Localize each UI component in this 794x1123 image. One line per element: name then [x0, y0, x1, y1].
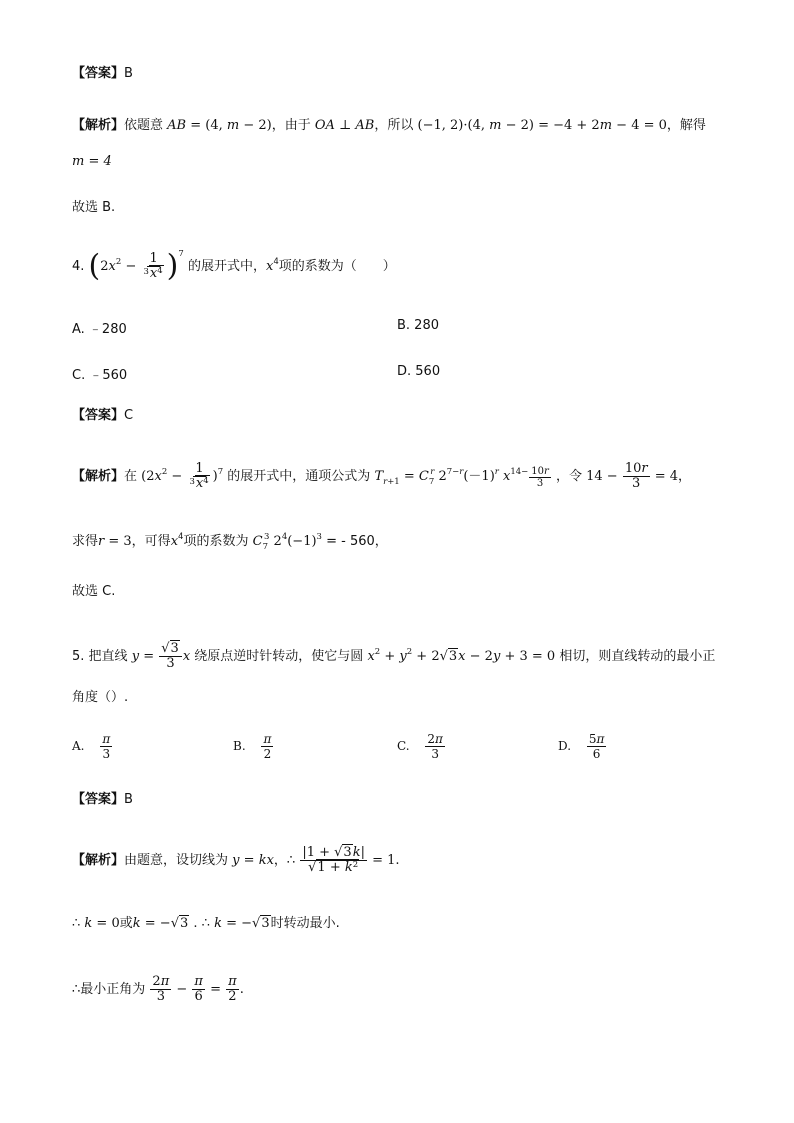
q5-min-angle: ∴最小正角为 $\frac{2\pi}{3}$ − $\frac{\pi}{6}$ = $\frac{\pi}{2}$ .	[72, 974, 244, 1004]
perp-condition: OA ⊥ AB	[314, 118, 375, 133]
q4-option-d: D. 560	[397, 364, 441, 379]
q5-answer: 【答案】B	[72, 792, 133, 807]
q4-conclusion: 故选 C.	[72, 584, 116, 599]
q4-option-c: C. ﹣560	[72, 368, 128, 383]
distance-eq: $\frac{|1 + √3k|}{√1 + k^2}$ = 1.	[302, 844, 400, 875]
q4-option-b: B. 280	[397, 318, 439, 333]
q3-conclusion: 故选 B.	[72, 200, 116, 215]
tangent-line: y = kx	[232, 853, 274, 868]
q5-stem: 5. 把直线 y = $\frac{√3}{3}$ x 绕原点逆时针转动，使它与圆 $x^2 + y^2 + 2√3x - 2y + 3 = 0$ 相切，则直线转动的最小正	[72, 641, 716, 671]
q3-m-result: m = 4	[72, 154, 112, 169]
q4-binomial: ($2x^2$ − $\frac{1}{^3x^4}$ )$^7$	[88, 248, 184, 284]
exponent-equation: 14 − $\frac{10r}{3}$ = 4，	[586, 461, 692, 491]
general-term-formula: $T_{r+1} = C_7^r$ $2^{7-r}(-1)^r$ $x^{14- \frac{10r}{3}}$	[374, 466, 549, 489]
q4-answer: 【答案】C	[72, 408, 134, 423]
q5-option-d: D. $\frac{5\pi}{6}$	[558, 732, 605, 761]
q5-option-b: B. $\frac{\pi}{2}$	[233, 732, 272, 761]
q4-stem: 4. ($2x^2$ − $\frac{1}{^3x^4}$ )$^7$ 的展开式中，$x^4$项的系数为（ ）	[72, 248, 396, 284]
q4-binomial-inline: ($2x^2$ − $\frac{1}{^3x^4}$ )$^7$	[141, 460, 224, 491]
circle-equation: $x^2 + y^2 + 2√3x - 2y + 3 = 0$	[367, 647, 556, 664]
q5-analysis: 【解析】由题意，设切线为 y = kx，∴ $\frac{|1 + √3k|}{√1 + k^2}$ = 1.	[72, 844, 400, 875]
dot-product-eq: (−1, 2)·(4, m − 2) = −4 + 2m − 4 = 0	[417, 118, 667, 133]
q3-answer: 【答案】B	[72, 66, 133, 81]
q5-stem-cont: 角度（）.	[72, 690, 129, 705]
q4-analysis: 【解析】在 ($2x^2$ − $\frac{1}{^3x^4}$ )$^7$ 的展开式中，通项公式为 $T_{r+1} = C_7^r$ $2^{7-r}(-1)^r$ $x^{14- \frac{10r}{3}}$ ，令 14 − $\frac{10r}{3}$ = 4，	[72, 460, 692, 491]
line-equation: y = $\frac{√3}{3}$ x	[131, 641, 191, 671]
q5-k-values: ∴ k = 0或k = −√3 . ∴ k = −√3时转动最小.	[72, 916, 340, 931]
coefficient-calc: $C_7^3$ $2^4(-1)^3$	[252, 532, 322, 552]
angle-calc: $\frac{2\pi}{3}$ − $\frac{\pi}{6}$ = $\frac{\pi}{2}$ .	[152, 974, 244, 1004]
q4-option-a: A. ﹣280	[72, 322, 127, 337]
q3-analysis: 【解析】依题意 AB = (4, m − 2)，由于 OA ⊥ AB，所以 (−1, 2)·(4, m − 2) = −4 + 2m − 4 = 0，解得	[72, 118, 706, 133]
vector-eq-ab: AB = (4, m − 2)	[167, 118, 272, 133]
q4-solution: 求得r = 3，可得$x^4$项的系数为 $C_7^3$ $2^4(-1)^3$ = - 560，	[72, 532, 388, 552]
q5-option-c: C. $\frac{2\pi}{3}$	[397, 732, 443, 761]
q5-option-a: A. $\frac{\pi}{3}$	[72, 732, 111, 761]
